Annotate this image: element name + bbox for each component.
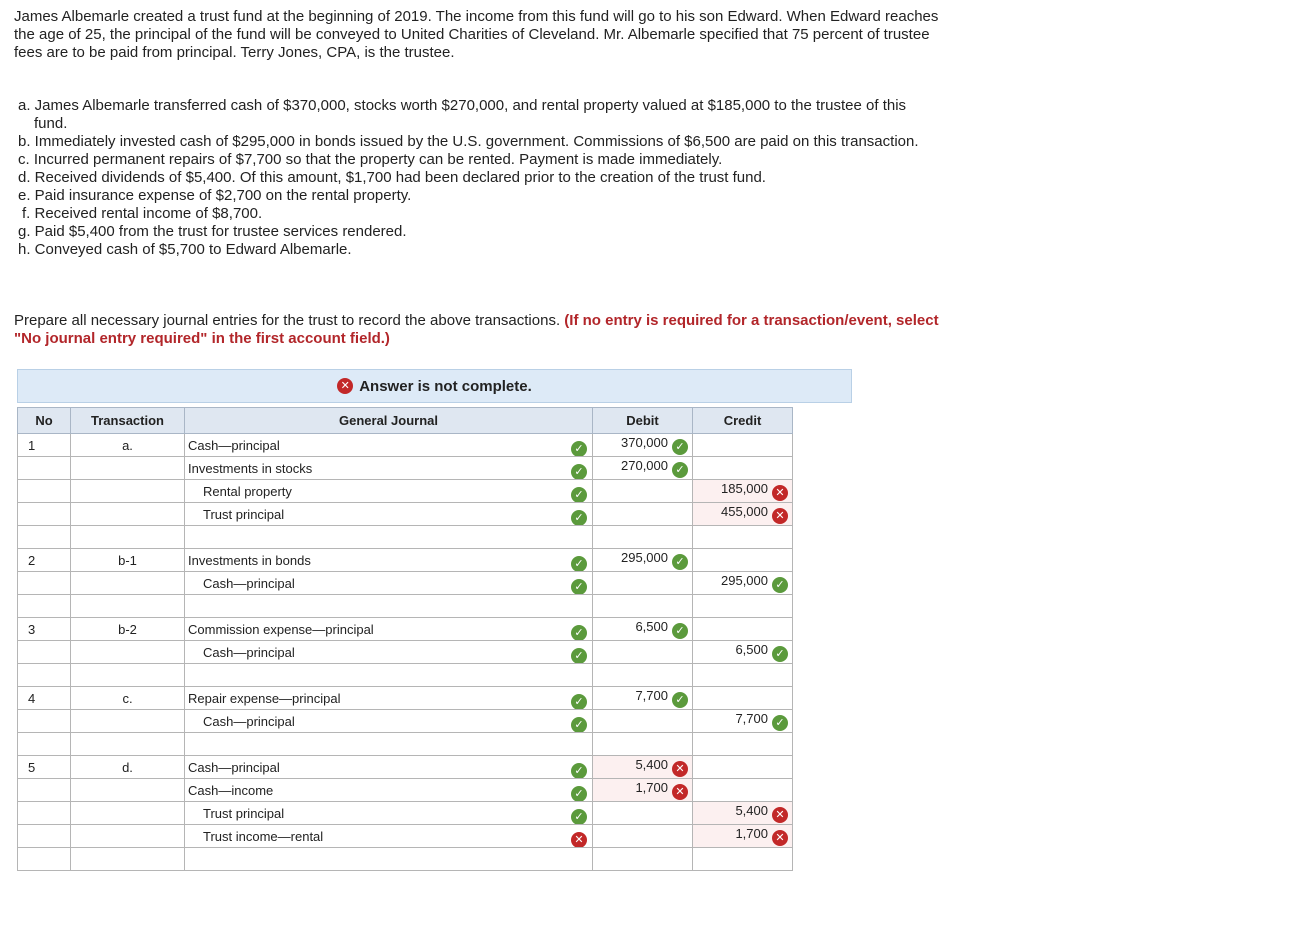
list-item: e. Paid insurance expense of $2,700 on the rental property. [18, 187, 412, 204]
debit-amount: 6,500 [635, 619, 668, 634]
x-circle-icon: ✕ [772, 830, 788, 846]
debit-field[interactable] [593, 664, 693, 687]
list-item: a. James Albemarle transferred cash of $370,000, stocks worth $270,000, and rental property valued at $185,000 to the trustee of this fund. [18, 97, 907, 132]
transaction-label [71, 825, 185, 848]
entry-number [18, 503, 71, 526]
transaction-list [18, 97, 938, 259]
list-item: g. Paid $5,400 from the trust for trustee services rendered. [18, 223, 407, 240]
table-row [18, 457, 793, 480]
list-item: f. Received rental income of $8,700. [22, 205, 263, 222]
account-name: Repair expense—principal [188, 690, 341, 706]
account-name: Cash—principal [203, 575, 295, 591]
check-circle-icon: ✓ [672, 554, 688, 570]
account-field[interactable] [185, 802, 593, 825]
credit-amount: 5,400 [735, 803, 768, 818]
account-field[interactable] [185, 687, 593, 710]
transaction-label [71, 779, 185, 802]
credit-field[interactable] [693, 825, 793, 848]
instruction-note: (If no entry is required for a transaction/event, select "No journal entry required" in the first account field.) [14, 312, 939, 347]
x-circle-icon: ✕ [337, 378, 353, 394]
entry-number [18, 641, 71, 664]
list-item: h. Conveyed cash of $5,700 to Edward Albemarle. [18, 241, 352, 258]
transaction-label: b-2 [71, 618, 185, 641]
x-circle-icon: ✕ [772, 508, 788, 524]
table-row [18, 710, 793, 733]
credit-field[interactable] [693, 595, 793, 618]
entry-number [18, 480, 71, 503]
spacer-row [18, 595, 793, 618]
x-circle-icon: ✕ [772, 485, 788, 501]
account-field[interactable] [185, 779, 593, 802]
account-name: Investments in bonds [188, 552, 311, 568]
transaction-label: b-1 [71, 549, 185, 572]
entry-number: 1 [18, 434, 71, 457]
credit-field[interactable] [693, 572, 793, 595]
account-field[interactable] [185, 457, 593, 480]
credit-amount: 295,000 [721, 573, 768, 588]
account-field[interactable] [185, 480, 593, 503]
credit-field[interactable] [693, 664, 793, 687]
x-circle-icon: ✕ [772, 807, 788, 823]
account-field[interactable] [185, 434, 593, 457]
account-name: Rental property [203, 483, 292, 499]
check-circle-icon: ✓ [772, 715, 788, 731]
account-field[interactable] [185, 733, 593, 756]
check-circle-icon: ✓ [772, 646, 788, 662]
debit-amount: 270,000 [621, 458, 668, 473]
journal-body [18, 434, 793, 871]
debit-field[interactable] [593, 687, 693, 710]
check-circle-icon: ✓ [571, 786, 587, 802]
transaction-label [71, 480, 185, 503]
debit-field[interactable] [593, 595, 693, 618]
entry-number: 5 [18, 756, 71, 779]
transaction-label [71, 802, 185, 825]
table-header-row [18, 408, 793, 434]
check-circle-icon: ✓ [672, 462, 688, 478]
table-row [18, 434, 793, 457]
debit-field[interactable] [593, 825, 693, 848]
account-name: Cash—principal [188, 759, 280, 775]
answer-status-banner [17, 369, 852, 403]
account-name: Trust principal [203, 805, 285, 821]
check-circle-icon: ✓ [571, 625, 587, 641]
account-field[interactable] [185, 848, 593, 871]
account-field[interactable] [185, 756, 593, 779]
check-circle-icon: ✓ [571, 717, 587, 733]
table-row [18, 572, 793, 595]
account-name: Cash—income [188, 782, 274, 798]
account-field[interactable] [185, 618, 593, 641]
entry-number [18, 457, 71, 480]
debit-amount: 5,400 [635, 757, 668, 772]
credit-amount: 1,700 [735, 826, 768, 841]
account-field[interactable] [185, 549, 593, 572]
credit-field[interactable] [693, 756, 793, 779]
check-circle-icon: ✓ [571, 809, 587, 825]
table-row [18, 825, 793, 848]
credit-field[interactable] [693, 641, 793, 664]
table-row [18, 618, 793, 641]
debit-amount: 295,000 [621, 550, 668, 565]
debit-field[interactable] [593, 457, 693, 480]
debit-field[interactable] [593, 733, 693, 756]
account-field[interactable] [185, 572, 593, 595]
check-circle-icon: ✓ [571, 648, 587, 664]
table-row [18, 802, 793, 825]
transaction-label [71, 710, 185, 733]
entry-number [18, 710, 71, 733]
credit-amount: 185,000 [721, 481, 768, 496]
instruction-text: Prepare all necessary journal entries for the trust to record the above transactions. [14, 312, 561, 329]
credit-field[interactable] [693, 434, 793, 457]
header-general-journal: General Journal [185, 408, 593, 434]
table-row [18, 779, 793, 802]
account-field[interactable] [185, 503, 593, 526]
debit-field[interactable] [593, 802, 693, 825]
header-debit: Debit [593, 408, 693, 434]
account-field[interactable] [185, 710, 593, 733]
spacer-row [18, 664, 793, 687]
check-circle-icon: ✓ [571, 441, 587, 457]
debit-amount: 1,700 [635, 780, 668, 795]
debit-field[interactable] [593, 779, 693, 802]
debit-field[interactable] [593, 503, 693, 526]
entry-number [18, 572, 71, 595]
credit-field[interactable] [693, 526, 793, 549]
credit-field[interactable] [693, 503, 793, 526]
check-circle-icon: ✓ [772, 577, 788, 593]
debit-amount: 370,000 [621, 435, 668, 450]
account-name: Cash—principal [203, 644, 295, 660]
account-name: Cash—principal [188, 437, 280, 453]
check-circle-icon: ✓ [571, 464, 587, 480]
credit-field[interactable] [693, 687, 793, 710]
account-name: Trust income—rental [203, 828, 324, 844]
check-circle-icon: ✓ [672, 623, 688, 639]
x-circle-icon: ✕ [672, 784, 688, 800]
check-circle-icon: ✓ [571, 763, 587, 779]
debit-field[interactable] [593, 572, 693, 595]
credit-field[interactable] [693, 549, 793, 572]
credit-amount: 455,000 [721, 504, 768, 519]
check-circle-icon: ✓ [672, 439, 688, 455]
transaction-label: a. [71, 434, 185, 457]
header-credit: Credit [693, 408, 793, 434]
account-field[interactable] [185, 526, 593, 549]
list-item: d. Received dividends of $5,400. Of this amount, $1,700 had been declared prior to the creation of the trust fund. [18, 169, 766, 186]
spacer-row [18, 848, 793, 871]
transaction-label: d. [71, 756, 185, 779]
account-name: Commission expense—principal [188, 621, 374, 637]
account-field[interactable] [185, 664, 593, 687]
check-circle-icon: ✓ [672, 692, 688, 708]
check-circle-icon: ✓ [571, 556, 587, 572]
credit-field[interactable] [693, 457, 793, 480]
header-no: No [18, 408, 71, 434]
transaction-label [71, 572, 185, 595]
check-circle-icon: ✓ [571, 487, 587, 503]
debit-field[interactable] [593, 526, 693, 549]
transaction-label [71, 457, 185, 480]
debit-field[interactable] [593, 618, 693, 641]
table-row [18, 756, 793, 779]
check-circle-icon: ✓ [571, 510, 587, 526]
table-row [18, 549, 793, 572]
debit-field[interactable] [593, 756, 693, 779]
credit-field[interactable] [693, 480, 793, 503]
debit-amount: 7,700 [635, 688, 668, 703]
entry-number: 2 [18, 549, 71, 572]
debit-field[interactable] [593, 710, 693, 733]
debit-field[interactable] [593, 848, 693, 871]
credit-field[interactable] [693, 733, 793, 756]
transaction-label [71, 641, 185, 664]
banner-text: Answer is not complete. [359, 377, 532, 395]
instructions [14, 312, 944, 348]
account-name: Cash—principal [203, 713, 295, 729]
credit-field[interactable] [693, 848, 793, 871]
journal-table [17, 407, 793, 871]
credit-field[interactable] [693, 779, 793, 802]
list-item: c. Incurred permanent repairs of $7,700 so that the property can be rented. Payment is made immediately. [18, 151, 723, 168]
entry-number [18, 802, 71, 825]
x-circle-icon: ✕ [571, 832, 587, 848]
credit-field[interactable] [693, 618, 793, 641]
transaction-label: c. [71, 687, 185, 710]
check-circle-icon: ✓ [571, 579, 587, 595]
transaction-label [71, 503, 185, 526]
entry-number: 4 [18, 687, 71, 710]
credit-amount: 6,500 [735, 642, 768, 657]
header-transaction: Transaction [71, 408, 185, 434]
table-row [18, 480, 793, 503]
x-circle-icon: ✕ [672, 761, 688, 777]
entry-number [18, 779, 71, 802]
debit-field[interactable] [593, 549, 693, 572]
table-row [18, 641, 793, 664]
credit-field[interactable] [693, 802, 793, 825]
table-row [18, 687, 793, 710]
credit-field[interactable] [693, 710, 793, 733]
account-name: Trust principal [203, 506, 285, 522]
table-row [18, 503, 793, 526]
spacer-row [18, 733, 793, 756]
account-name: Investments in stocks [188, 460, 313, 476]
account-field[interactable] [185, 825, 593, 848]
entry-number [18, 825, 71, 848]
account-field[interactable] [185, 595, 593, 618]
account-field[interactable] [185, 641, 593, 664]
list-item: b. Immediately invested cash of $295,000 in bonds issued by the U.S. government. Commissions of $6,500 are paid on this transaction. [18, 133, 919, 150]
debit-field[interactable] [593, 434, 693, 457]
debit-field[interactable] [593, 641, 693, 664]
debit-field[interactable] [593, 480, 693, 503]
entry-number: 3 [18, 618, 71, 641]
check-circle-icon: ✓ [571, 694, 587, 710]
spacer-row [18, 526, 793, 549]
problem-intro: James Albemarle created a trust fund at the beginning of 2019. The income from this fund will go to his son Edward. When Edward reaches the age of 25, the principal of the fund will be conveyed to United Charities of Cleveland. Mr. Albemarle specified that 75 percent of trustee fees are to be paid from principal. Terry Jones, CPA, is the trustee. [14, 8, 939, 61]
credit-amount: 7,700 [735, 711, 768, 726]
